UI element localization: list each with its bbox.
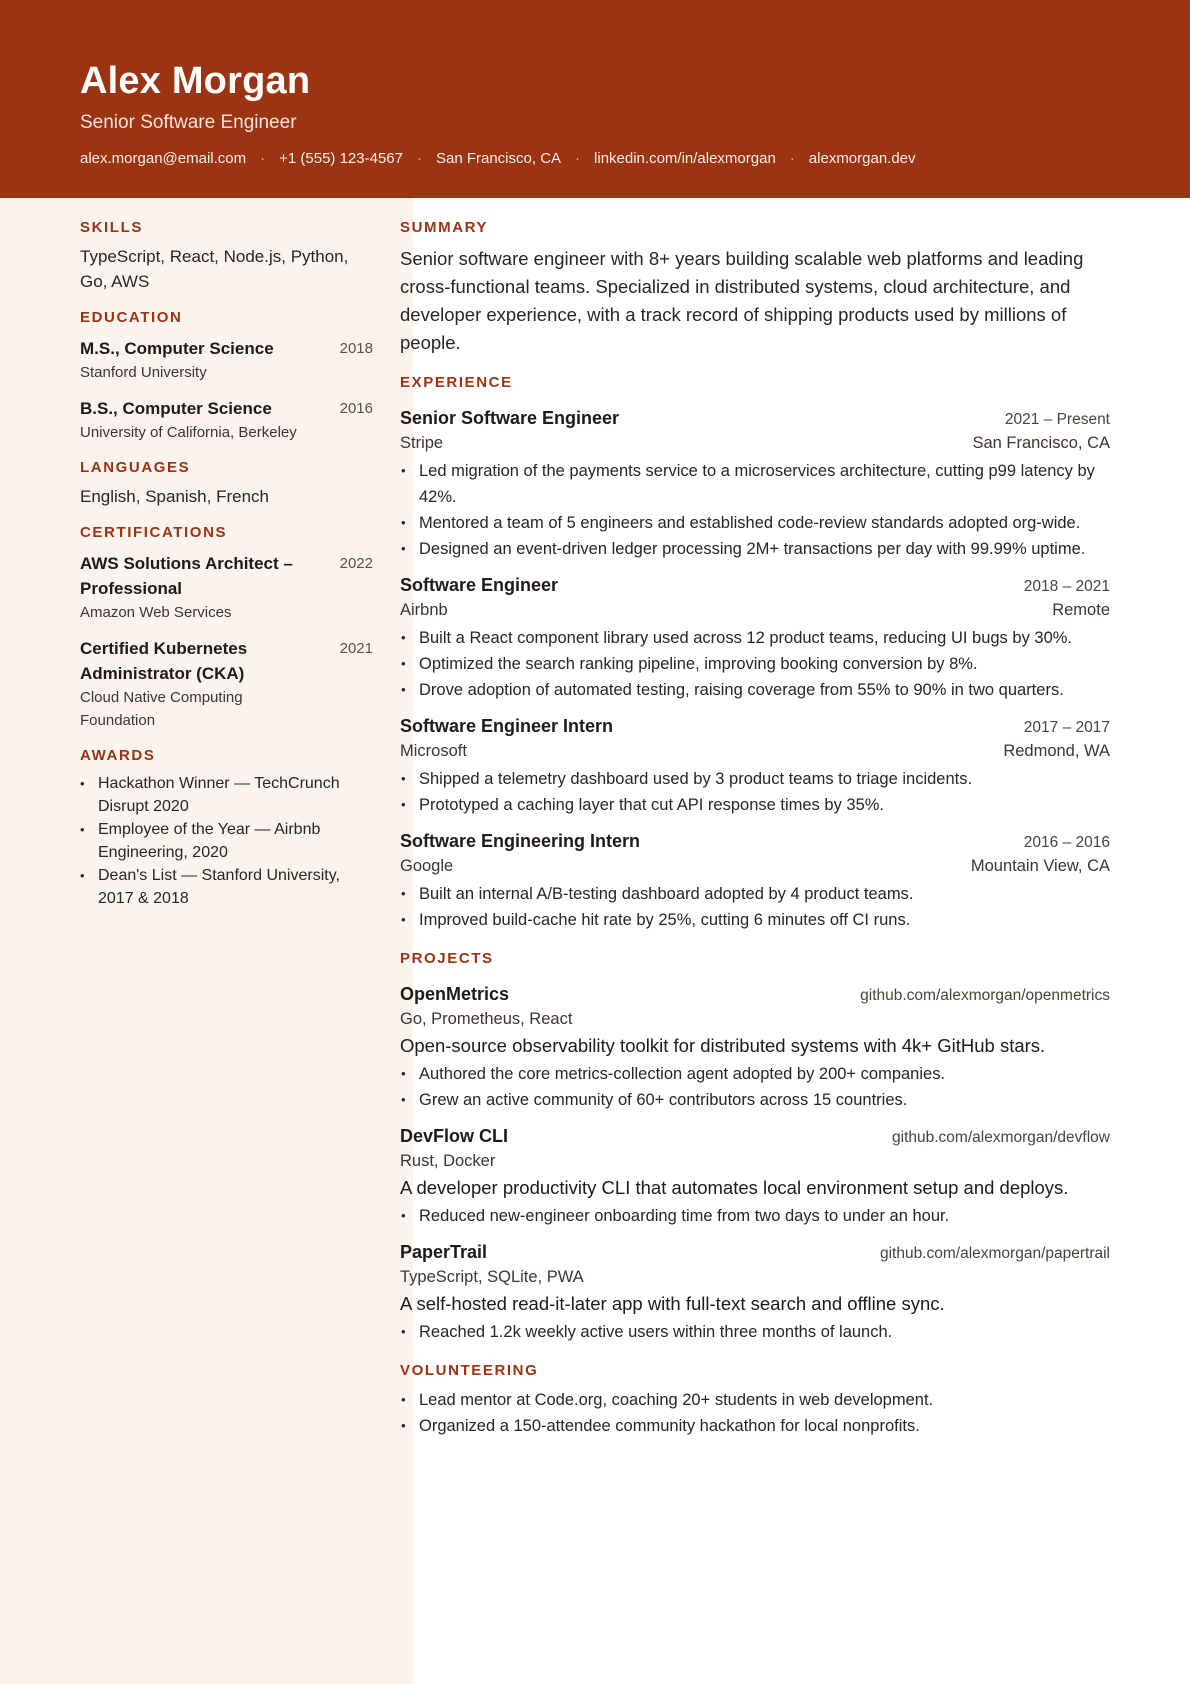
section-heading: VOLUNTEERING <box>400 1362 539 1379</box>
candidate-title: Senior Software Engineer <box>80 112 297 133</box>
job-bullets <box>400 458 1110 562</box>
project-name: OpenMetrics <box>400 984 510 1004</box>
languages-section <box>80 458 373 509</box>
project-link[interactable]: github.com/alexmorgan/devflow <box>892 1129 1110 1146</box>
job-entry <box>400 572 1110 703</box>
awards-section <box>80 746 373 910</box>
job-entry <box>400 828 1110 933</box>
certification-name: AWS Solutions Architect – Professional <box>80 554 293 598</box>
job-location: Mountain View, CA <box>970 857 1110 875</box>
bullet-item: • Prototyped a caching layer that cut API response times by 35%. <box>400 792 1110 818</box>
certification-issuer: Amazon Web Services <box>80 604 232 621</box>
section-heading: SUMMARY <box>400 219 489 236</box>
certification-year: 2021 <box>339 640 373 657</box>
contact-separator: · <box>260 150 266 167</box>
project-description: A developer productivity CLI that automates local environment setup and deploys. <box>400 1177 1069 1198</box>
job-bullets <box>400 881 1110 933</box>
job-bullets <box>400 766 1110 818</box>
project-stack: Go, Prometheus, React <box>400 1010 573 1028</box>
job-company: Google <box>400 857 454 875</box>
projects-section <box>400 949 1110 1345</box>
section-heading: EXPERIENCE <box>400 374 513 391</box>
section-heading: AWARDS <box>80 747 156 764</box>
education-year: 2016 <box>339 400 373 417</box>
bullet-item: • Organized a 150-attendee community hackathon for local nonprofits. <box>400 1413 1110 1439</box>
contact-separator: · <box>575 150 581 167</box>
volunteering-section <box>400 1361 1110 1439</box>
award-item: • Hackathon Winner — TechCrunch Disrupt 2020 <box>80 772 373 818</box>
skills-section <box>80 218 373 294</box>
project-link[interactable]: github.com/alexmorgan/papertrail <box>879 1245 1110 1262</box>
experience-section <box>400 373 1110 933</box>
awards-list <box>80 772 373 910</box>
job-entry <box>400 713 1110 818</box>
resume-header <box>0 0 1190 198</box>
main-content <box>400 198 1190 1439</box>
job-location: Redmond, WA <box>1003 742 1110 760</box>
bullet-item: • Designed an event-driven ledger processing 2M+ transactions per day with 99.99% uptime. <box>400 536 1110 562</box>
project-description: A self-hosted read-it-later app with full-text search and offline sync. <box>400 1293 945 1314</box>
contact-phone[interactable]: +1 (555) 123-4567 <box>279 150 403 167</box>
section-heading: CERTIFICATIONS <box>80 524 228 541</box>
school: Stanford University <box>80 364 207 381</box>
certification-issuer: Cloud Native Computing Foundation <box>80 689 243 729</box>
project-stack: Rust, Docker <box>400 1152 496 1170</box>
job-company: Stripe <box>400 434 444 452</box>
summary-section <box>400 218 1110 357</box>
job-title: Software Engineering Intern <box>400 831 641 851</box>
contact-email[interactable]: alex.morgan@email.com <box>80 150 247 167</box>
project-bullets <box>400 1061 1110 1113</box>
project-entry <box>400 1239 1110 1345</box>
project-name: PaperTrail <box>400 1242 488 1262</box>
languages-text: English, Spanish, French <box>80 487 269 506</box>
bullet-item: • Optimized the search ranking pipeline, improving booking conversion by 8%. <box>400 651 1110 677</box>
job-location: San Francisco, CA <box>972 434 1110 452</box>
project-link[interactable]: github.com/alexmorgan/openmetrics <box>860 987 1110 1004</box>
job-dates: 2018 – 2021 <box>1023 578 1110 595</box>
education-section <box>80 308 373 444</box>
volunteering-bullets <box>400 1387 1110 1439</box>
bullet-item: • Improved build-cache hit rate by 25%, cutting 6 minutes off CI runs. <box>400 907 1110 933</box>
education-item <box>80 336 373 384</box>
job-company: Airbnb <box>400 601 448 619</box>
job-dates: 2016 – 2016 <box>1023 834 1110 851</box>
project-name: DevFlow CLI <box>400 1126 509 1146</box>
bullet-item: • Reduced new-engineer onboarding time from two days to under an hour. <box>400 1203 1110 1229</box>
project-description: Open-source observability toolkit for distributed systems with 4k+ GitHub stars. <box>400 1035 1046 1056</box>
certification-item <box>80 551 373 624</box>
contact-linkedin[interactable]: linkedin.com/in/alexmorgan <box>594 150 776 167</box>
bullet-item: • Built an internal A/B-testing dashboard adopted by 4 product teams. <box>400 881 1110 907</box>
project-entry <box>400 1123 1110 1229</box>
contact-website[interactable]: alexmorgan.dev <box>808 150 916 167</box>
certification-year: 2022 <box>339 555 373 572</box>
project-entry <box>400 981 1110 1113</box>
bullet-item: • Authored the core metrics-collection agent adopted by 200+ companies. <box>400 1061 1110 1087</box>
education-year: 2018 <box>339 340 373 357</box>
contact-separator: · <box>416 150 422 167</box>
sidebar <box>0 198 413 1684</box>
job-dates: 2021 – Present <box>1004 411 1110 428</box>
candidate-name: Alex Morgan <box>80 60 311 102</box>
contact-line <box>80 149 1190 169</box>
award-item: • Employee of the Year — Airbnb Engineering, 2020 <box>80 818 373 864</box>
job-entry <box>400 405 1110 562</box>
summary-text: Senior software engineer with 8+ years building scalable web platforms and leading cross-functional teams. Specialized in distributed systems, cloud architecture, and developer experience, with a track record of shipping products used by millions of people. <box>400 248 1084 353</box>
degree: B.S., Computer Science <box>80 399 272 418</box>
bullet-item: • Mentored a team of 5 engineers and established code-review standards adopted org-wide. <box>400 510 1110 536</box>
bullet-item: • Drove adoption of automated testing, raising coverage from 55% to 90% in two quarters. <box>400 677 1110 703</box>
bullet-item: • Shipped a telemetry dashboard used by 3 product teams to triage incidents. <box>400 766 1110 792</box>
bullet-item: • Lead mentor at Code.org, coaching 20+ students in web development. <box>400 1387 1110 1413</box>
job-bullets <box>400 625 1110 703</box>
skills-text: TypeScript, React, Node.js, Python, Go, AWS <box>80 247 349 291</box>
certification-item <box>80 636 373 732</box>
section-heading: PROJECTS <box>400 950 494 967</box>
degree: M.S., Computer Science <box>80 339 274 358</box>
job-title: Software Engineer <box>400 575 559 595</box>
contact-location: San Francisco, CA <box>435 150 562 167</box>
school: University of California, Berkeley <box>80 424 297 441</box>
award-item: • Dean's List — Stanford University, 2017 & 2018 <box>80 864 373 910</box>
project-bullets <box>400 1319 1110 1345</box>
job-dates: 2017 – 2017 <box>1023 719 1110 736</box>
section-heading: LANGUAGES <box>80 459 191 476</box>
certification-name: Certified Kubernetes Administrator (CKA) <box>80 639 248 683</box>
section-heading: SKILLS <box>80 219 143 236</box>
job-company: Microsoft <box>400 742 467 760</box>
education-item <box>80 396 373 444</box>
bullet-item: • Grew an active community of 60+ contributors across 15 countries. <box>400 1087 1110 1113</box>
section-heading: EDUCATION <box>80 309 183 326</box>
bullet-item: • Led migration of the payments service to a microservices architecture, cutting p99 latency by 42%. <box>400 458 1110 510</box>
bullet-item: • Built a React component library used across 12 product teams, reducing UI bugs by 30%. <box>400 625 1110 651</box>
bullet-item: • Reached 1.2k weekly active users within three months of launch. <box>400 1319 1110 1345</box>
job-title: Software Engineer Intern <box>400 716 614 736</box>
project-bullets <box>400 1203 1110 1229</box>
contact-separator: · <box>789 150 795 167</box>
job-title: Senior Software Engineer <box>400 408 620 428</box>
certifications-section <box>80 523 373 732</box>
project-stack: TypeScript, SQLite, PWA <box>400 1268 584 1286</box>
job-location: Remote <box>1052 601 1110 619</box>
